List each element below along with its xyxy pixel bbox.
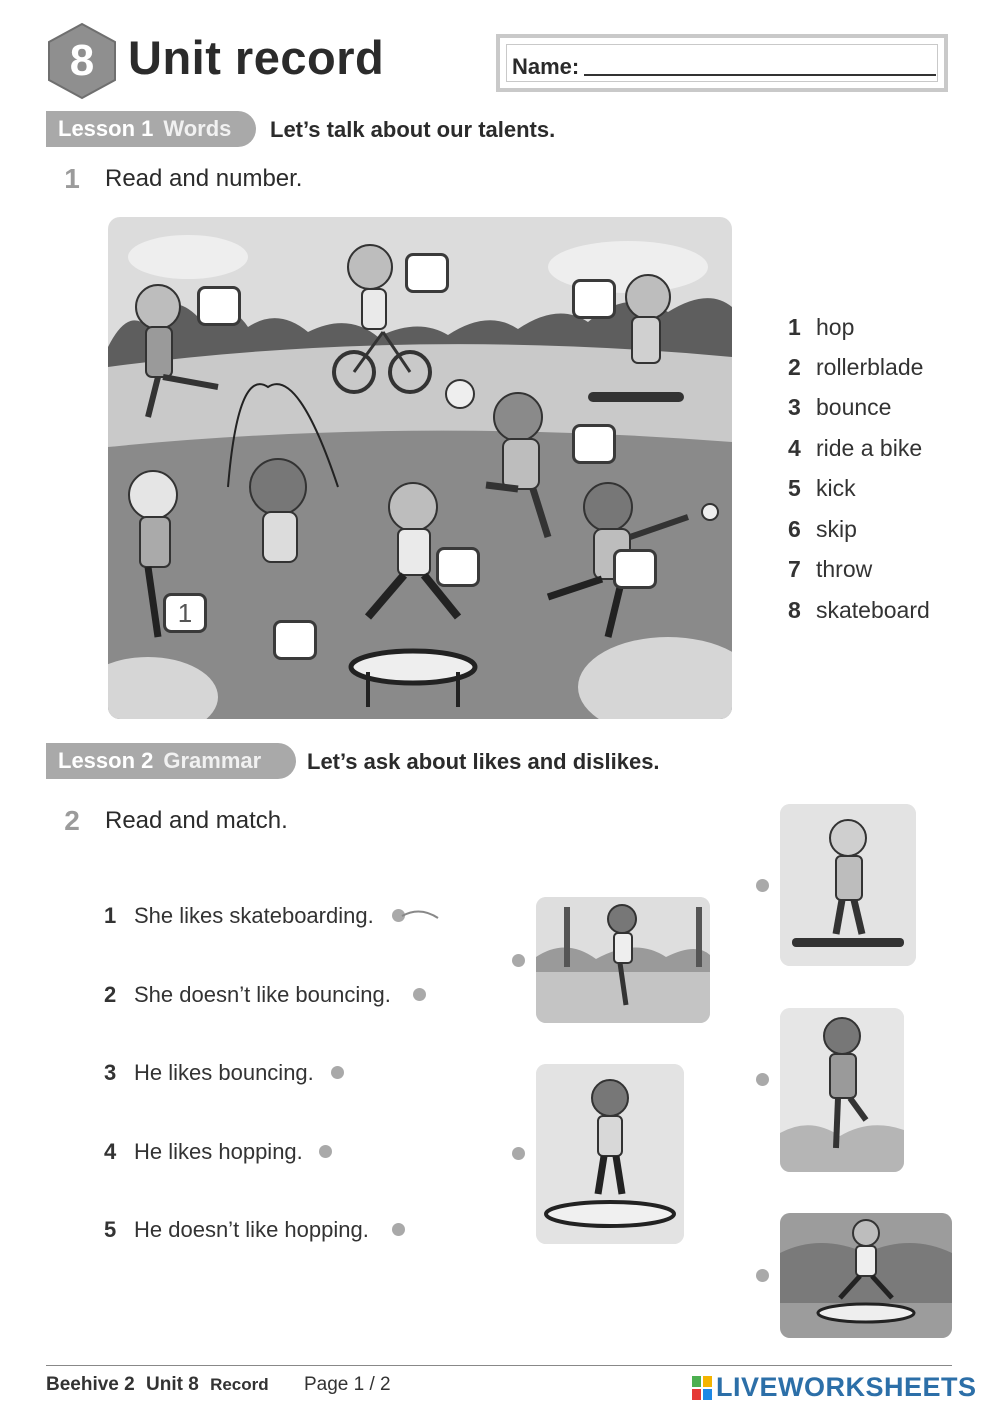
page-title: Unit record <box>128 31 385 84</box>
answer-box-ride-a-bike[interactable] <box>405 253 449 293</box>
word-text: kick <box>816 475 856 501</box>
answer-box-rollerblade[interactable] <box>197 286 241 326</box>
answer-box-skateboard[interactable] <box>572 279 616 319</box>
footer-divider <box>46 1365 952 1366</box>
word-list-item <box>788 394 891 421</box>
word-list-item <box>788 475 856 502</box>
word-number: 4 <box>788 435 801 461</box>
word-number: 7 <box>788 556 801 582</box>
match-dot-picture-boy-trampoline[interactable] <box>756 1269 769 1282</box>
sentence-text: She doesn’t like bouncing. <box>134 982 391 1007</box>
word-number: 3 <box>788 394 801 420</box>
picture-boy-hopping-park <box>536 897 710 1023</box>
sentence-item <box>104 1060 314 1086</box>
lesson1-heading: Let’s talk about our talents. <box>270 117 556 142</box>
exercise2-title: Read and match. <box>105 807 288 834</box>
sentence-item <box>104 982 391 1008</box>
sentence-text: He likes bouncing. <box>134 1060 314 1085</box>
sentence-number: 5 <box>104 1217 117 1242</box>
name-input-line[interactable] <box>584 74 936 76</box>
answer-box-kick[interactable] <box>572 424 616 464</box>
sentence-item <box>104 1139 303 1165</box>
word-list-item <box>788 354 923 381</box>
word-list-item <box>788 597 930 624</box>
girl-trampoline-illustration <box>536 1064 684 1244</box>
exercise1-title: Read and number. <box>105 165 303 192</box>
lesson2-tag-label: Lesson 2 <box>58 748 154 773</box>
answer-box-throw[interactable] <box>613 549 657 589</box>
lesson2-tag <box>46 743 296 779</box>
picture-girl-skateboarding <box>780 804 916 966</box>
footer-book: Beehive 2 <box>46 1374 135 1395</box>
word-text: skip <box>816 516 857 542</box>
sentence-item <box>104 903 374 929</box>
match-dot-picture-girl-trampoline[interactable] <box>512 1147 525 1160</box>
lesson2-tag-sub: Grammar <box>163 748 262 773</box>
exercise1-number: 1 <box>64 163 80 194</box>
match-dot-sentence-3[interactable] <box>331 1066 344 1079</box>
word-number: 1 <box>788 314 801 340</box>
answer-box-bounce[interactable] <box>436 547 480 587</box>
boy-hopping-illustration <box>780 1008 904 1172</box>
sentence-text: He doesn’t like hopping. <box>134 1217 369 1242</box>
word-number: 2 <box>788 354 801 380</box>
word-list-item <box>788 435 922 462</box>
word-number: 6 <box>788 516 801 542</box>
sentence-number: 2 <box>104 982 117 1007</box>
lesson2-heading: Let’s ask about likes and dislikes. <box>307 749 660 774</box>
liveworksheets-brand[interactable]: LIVEWORKSHEETS <box>716 1372 977 1402</box>
match-dot-sentence-2[interactable] <box>413 988 426 1001</box>
word-text: skateboard <box>816 597 930 623</box>
word-text: ride a bike <box>816 435 923 461</box>
word-number: 8 <box>788 597 801 623</box>
exercise2-number: 2 <box>64 805 80 836</box>
girl-skateboarding-illustration <box>780 804 916 966</box>
unit-number: 8 <box>69 36 95 85</box>
picture-boy-hopping <box>780 1008 904 1172</box>
sentence-text: She likes skateboarding. <box>134 903 374 928</box>
picture-girl-trampoline <box>536 1064 684 1244</box>
match-line-stub <box>400 904 442 924</box>
word-list-item <box>788 556 872 583</box>
picture-boy-trampoline <box>780 1213 952 1338</box>
word-text: hop <box>816 314 855 340</box>
boy-trampoline-illustration <box>780 1213 952 1338</box>
lesson1-tag <box>46 111 256 147</box>
word-text: bounce <box>816 394 892 420</box>
sentence-text: He likes hopping. <box>134 1139 303 1164</box>
name-label: Name: <box>512 54 580 79</box>
sentence-number: 3 <box>104 1060 117 1085</box>
footer-book-info <box>46 1374 269 1396</box>
boy-hopping-park-illustration <box>536 897 710 1023</box>
word-text: rollerblade <box>816 354 924 380</box>
lesson1-tag-label: Lesson 1 <box>58 116 154 141</box>
word-list-item <box>788 516 857 543</box>
word-list-item <box>788 314 854 341</box>
sentence-number: 1 <box>104 903 117 928</box>
answer-box-hop[interactable]: 1 <box>163 593 207 633</box>
footer-unit: Unit 8 <box>146 1374 199 1395</box>
match-dot-picture-girl-skateboard[interactable] <box>756 879 769 892</box>
match-dot-sentence-4[interactable] <box>319 1145 332 1158</box>
sentence-item <box>104 1217 369 1243</box>
match-dot-picture-boy-hop[interactable] <box>756 1073 769 1086</box>
answer-box-skip[interactable] <box>273 620 317 660</box>
footer-page-number: Page 1 / 2 <box>304 1374 391 1395</box>
word-text: throw <box>816 556 873 582</box>
match-dot-picture-hop-park[interactable] <box>512 954 525 967</box>
lesson1-tag-sub: Words <box>163 116 232 141</box>
footer-section: Record <box>210 1375 269 1394</box>
liveworksheets-logo-icon <box>692 1376 712 1400</box>
match-dot-sentence-5[interactable] <box>392 1223 405 1236</box>
sentence-number: 4 <box>104 1139 117 1164</box>
word-number: 5 <box>788 475 801 501</box>
